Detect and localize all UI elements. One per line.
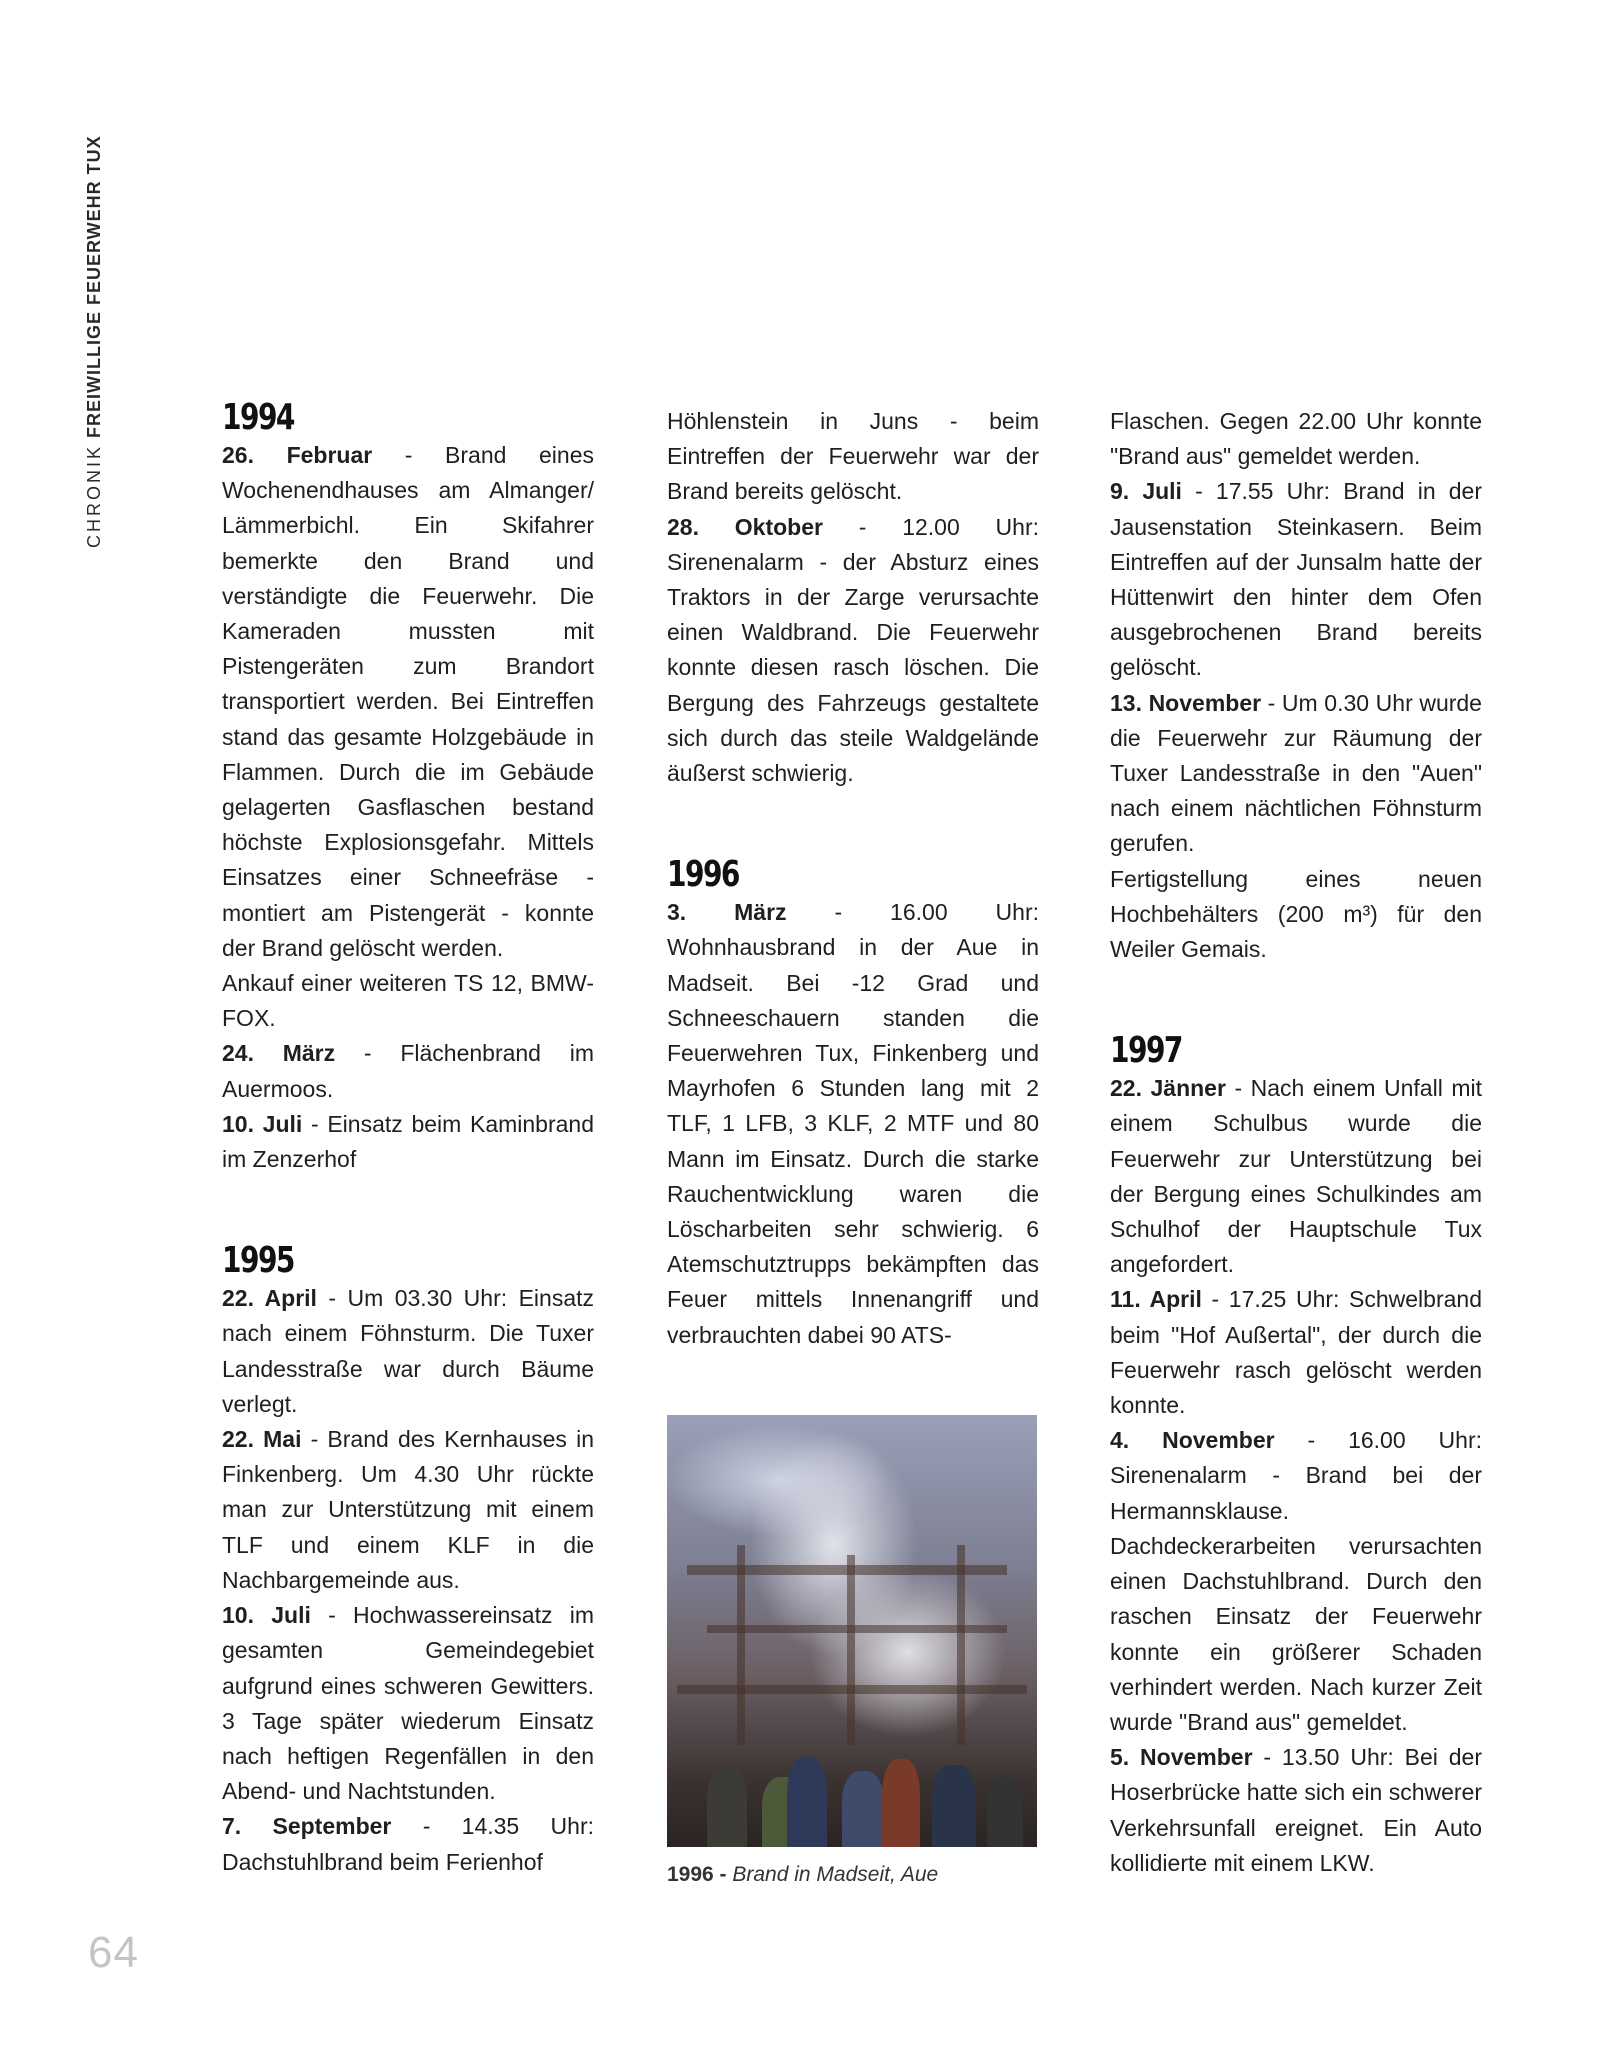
entry-text: - 16.00 Uhr: Sirenenalarm - Brand bei der Hermannsklause. Dachdeckerarbeiten verursachten einen Dachstuhlbrand. Durch den raschen Einsatz der Feuerwehr konnte ein größerer Schaden verhindert werden. Nach kurzer Zeit wurde "Brand aus" gemeldet. — [1110, 1427, 1483, 1735]
entry-text: - 17.55 Uhr: Brand in der Jausenstation Steinkasern. Beim Eintreffen auf der Junsalm hatte der Hüttenwirt den hinter dem Ofen ausgebrochenen Brand bereits gelöscht. — [1110, 478, 1482, 681]
entry — [222, 966, 594, 1036]
entry — [1110, 404, 1482, 474]
side-label-prefix: CHRONIK — [84, 443, 104, 548]
entry — [222, 1422, 594, 1598]
entry — [222, 1809, 594, 1879]
entry — [667, 510, 1039, 792]
entry-date: 7. September — [222, 1813, 392, 1840]
fire-photo — [667, 1415, 1037, 1847]
entry-date: 11. April — [1110, 1286, 1202, 1313]
entry — [222, 438, 594, 966]
side-label-title: FREIWILLIGE FEUERWEHR TUX — [84, 135, 104, 438]
year-heading-1994: 1994 — [222, 397, 294, 438]
entry-date: 28. Oktober — [667, 513, 823, 540]
entry — [1110, 1071, 1482, 1282]
entry-date: 24. März — [222, 1040, 336, 1067]
entry-text: - 12.00 Uhr: Sirenenalarm - der Absturz eines Traktors in der Zarge verursachte einen Waldbrand. Die Feuerwehr konnte diesen rasch löschen. Die Bergung des Fahrzeugs gestaltete sich durch das steile Waldgelände äußerst schwierig. — [667, 513, 1039, 787]
entry-date: 5. November — [1110, 1744, 1253, 1771]
entry-date: 13. November — [1110, 689, 1262, 716]
entry-text: Fertigstellung eines neuen Hochbehälters (200 m³) für den Weiler Gemais. — [1110, 865, 1482, 963]
entry-text: - Einsatz beim Kaminbrand im Zenzerhof — [222, 1110, 595, 1173]
entry-text: Höhlenstein in Juns - beim Eintreffen der Feuerwehr war der Brand bereits gelöscht. — [667, 408, 1039, 505]
entry-text: - 17.25 Uhr: Schwelbrand beim "Hof Außertal", der durch die Feuerwehr rasch gelöscht werden konnte. — [1110, 1286, 1482, 1419]
year-heading-1996: 1996 — [667, 854, 739, 896]
entry-text: Flaschen. Gegen 22.00 Uhr konnte "Brand aus" gemeldet werden. — [1110, 408, 1482, 470]
entry — [1110, 686, 1482, 862]
entry-text: - Brand des Kernhauses in Finkenberg. Um 4.30 Uhr rückte man zur Unterstützung mit einem TLF und einem KLF in die Nachbargemeinde aus. — [222, 1426, 594, 1593]
entry-date: 22. April — [222, 1285, 317, 1312]
column-1 — [222, 396, 594, 1880]
entry-date: 22. Jänner — [1110, 1075, 1226, 1102]
column-2 — [667, 404, 1039, 1887]
entry-date: 22. Mai — [222, 1426, 302, 1453]
entry — [1110, 474, 1482, 685]
entry-date: 4. November — [1110, 1427, 1275, 1454]
entry — [667, 895, 1039, 1353]
entry-text: - Nach einem Unfall mit einem Schulbus wurde die Feuerwehr zur Unterstützung bei der Bergung eines Schulkindes am Schulhof der Hauptschule Tux angefordert. — [1110, 1075, 1482, 1278]
entry-text: - 14.35 Uhr: Dachstuhlbrand beim Ferienhof — [222, 1813, 594, 1875]
entry-text: - Brand eines Wochenendhauses am Almanger/ Lämmerbichl. Ein Skifahrer bemerkte den Brand und verständigte die Feuerwehr. Die Kameraden mussten mit Pistengeräten zum Brandort transportiert werden. Bei Eintreffen stand das gesamte Holzgebäude in Flammen. Durch die im Gebäude gelagerten Gasflaschen bestand höchste Explosionsgefahr. Mittels Einsatzes einer Schneefräse - montiert am Pistengerät - konnte der Brand gelöscht werden. — [222, 442, 594, 961]
caption-year: 1996 - — [667, 1862, 727, 1886]
entry — [1110, 1423, 1482, 1740]
entry-date: 9. Juli — [1110, 478, 1182, 505]
entry — [222, 1036, 594, 1106]
entry-text: - Hochwassereinsatz im gesamten Gemeindegebiet aufgrund eines schweren Gewitters. 3 Tage später wiederum Einsatz nach heftigen Regenfällen in den Abend- und Nachtstunden. — [222, 1602, 594, 1805]
entry — [222, 1598, 594, 1809]
chronicle-side-label — [84, 135, 105, 548]
year-heading-1995: 1995 — [222, 1240, 294, 1282]
page-number: 64 — [88, 1928, 139, 1977]
entry — [222, 1281, 594, 1422]
entry-text: - 16.00 Uhr: Wohnhausbrand in der Aue in Madseit. Bei -12 Grad und Schneeschauern standen die Feuerwehren Tux, Finkenberg und Mayrhofen 6 Stunden lang mit 2 TLF, 1 LFB, 3 KLF, 2 MTF und 80 Mann im Einsatz. Durch die starke Rauchentwicklung waren die Löscharbeiten sehr schwierig. 6 Atemschutztrupps bekämpften das Feuer mittels Innenangriff und verbrauchten dabei 90 ATS- — [667, 899, 1039, 1348]
entry — [667, 404, 1039, 510]
entry — [222, 1107, 594, 1177]
entry-text: - Flächenbrand im Auermoos. — [222, 1040, 595, 1102]
entry-text: - Um 0.30 Uhr wurde die Feuerwehr zur Räumung der Tuxer Landesstraße in den "Auen" nach einem nächtlichen Föhnsturm gerufen. — [1110, 689, 1482, 857]
entry-date: 26. Februar — [222, 442, 373, 468]
entry-text: - 13.50 Uhr: Bei der Hoserbrücke hatte sich ein schwerer Verkehrsunfall ereignet. Ein Auto kollidierte mit einem LKW. — [1110, 1744, 1482, 1876]
entry-text: - Um 03.30 Uhr: Einsatz nach einem Föhnsturm. Die Tuxer Landesstraße war durch Bäume verlegt. — [222, 1285, 594, 1417]
entry — [1110, 1740, 1482, 1881]
year-heading-1997: 1997 — [1110, 1030, 1182, 1072]
entry — [1110, 1282, 1482, 1423]
photo-caption — [667, 1863, 1039, 1887]
entry-text: Ankauf einer weiteren TS 12, BMW-FOX. — [222, 970, 594, 1032]
entry-date: 3. März — [667, 899, 787, 926]
entry — [1110, 862, 1482, 968]
column-3 — [1110, 404, 1482, 1881]
caption-text: Brand in Madseit, Aue — [726, 1862, 939, 1886]
entry-date: 10. Juli — [222, 1110, 303, 1137]
entry-date: 10. Juli — [222, 1602, 311, 1629]
